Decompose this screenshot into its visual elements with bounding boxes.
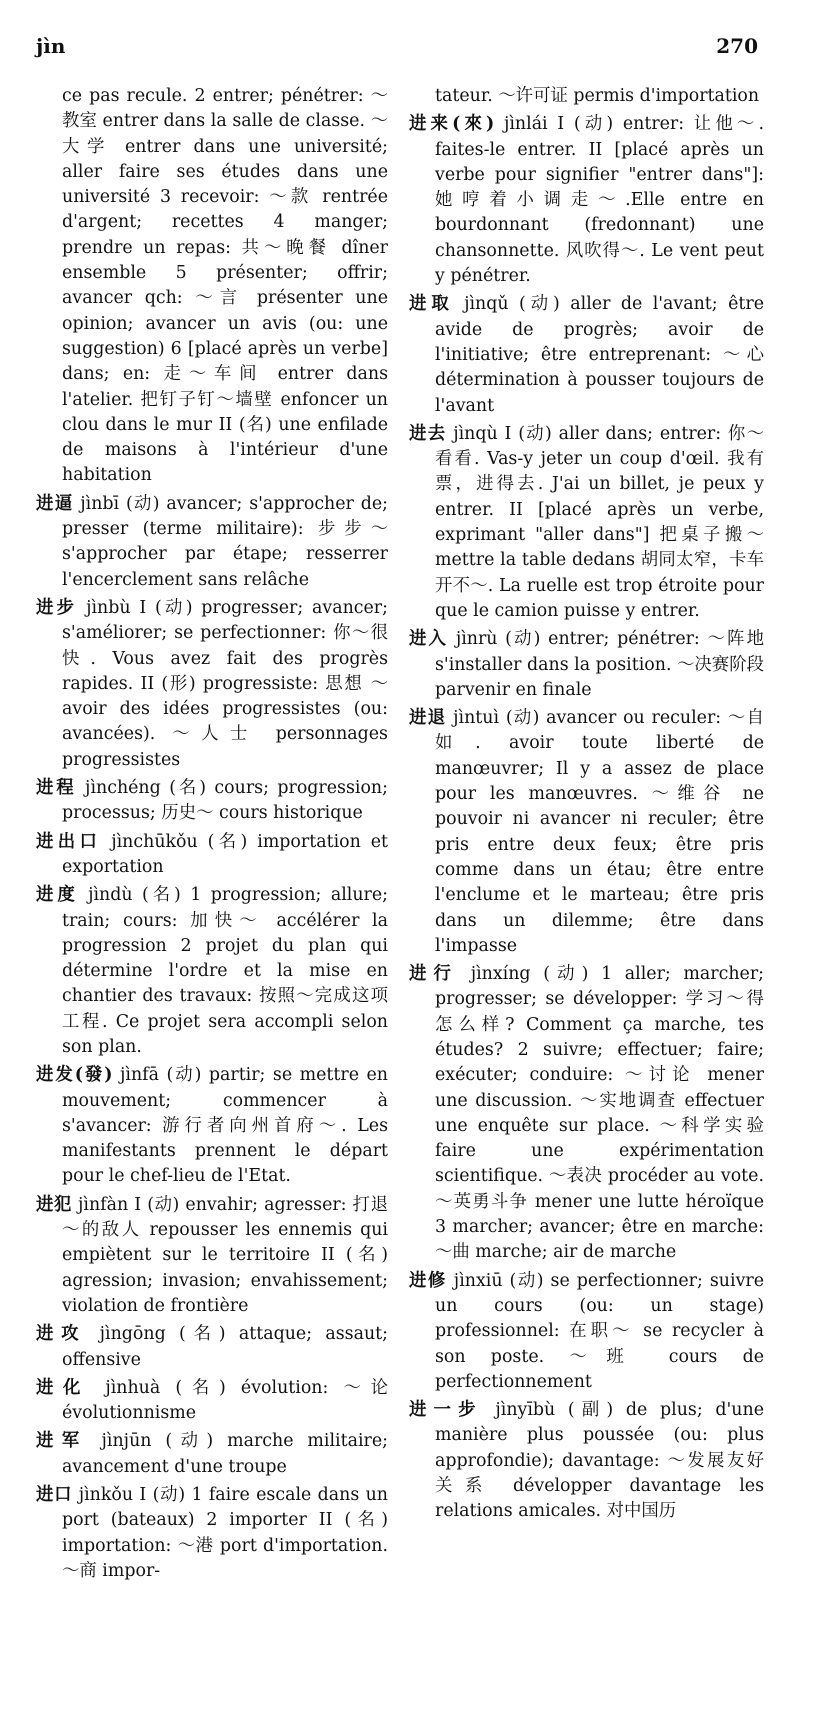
dictionary-entry bbox=[409, 962, 764, 1266]
entry-definition: jìnchéng (名) cours; progression; processus; 历史～ cours historique bbox=[62, 778, 388, 824]
entry-definition: jìndù (名) 1 progression; allure; train; cours: 加快～ accélérer la progression 2 projet du plan qui détermine l'ordre et la mise en chantier des travaux: 按照～完成这项工程. Ce projet sera accompli selon son plan. bbox=[62, 885, 388, 1057]
entry-definition: jìnrù (动) entrer; pénétrer: ～阵地 s'installer dans la position. ～决赛阶段 parvenir en finale bbox=[435, 629, 764, 700]
entry-headword: 进步 bbox=[36, 597, 78, 618]
entry-headword: 进去 bbox=[409, 423, 447, 444]
dictionary-entry bbox=[36, 1483, 388, 1584]
dictionary-entry bbox=[409, 1269, 764, 1395]
entry-headword: 进度 bbox=[36, 885, 79, 906]
entry-definition: jìnxíng (动) 1 aller; marcher; progresser; se développer: 学习～得怎么样? Comment ça marche, tes études? 2 suivre; effectuer; faire; exécuter; conduire: ～讨论 mener une discussion. ～实地调查 effectuer une enquête sur place. ～科学实验 faire une expérimentation scientifique. ～表决 procéder au vote. ～英勇斗争 mener une lutte héroïque 3 marcher; avancer; être en marche: ～曲 marche; air de marche bbox=[435, 964, 764, 1263]
entry-definition: jìngōng (名) attaque; assaut; offensive bbox=[62, 1324, 388, 1370]
dictionary-entry bbox=[409, 627, 764, 703]
entry-definition: jìnhuà (名) évolution: ～论 évolutionnisme bbox=[62, 1377, 388, 1424]
dictionary-entry bbox=[409, 706, 764, 959]
entry-headword: 进化 bbox=[36, 1377, 91, 1398]
entry-headword: 进口 bbox=[36, 1485, 73, 1506]
entry-definition: jìnxiū (动) se perfectionner; suivre un cours (ou: un stage) professionnel: 在职～ se recycler à son poste. ～班 cours de perfectionnement bbox=[435, 1270, 764, 1392]
dictionary-entry bbox=[36, 830, 388, 881]
entry-headword: 进程 bbox=[36, 778, 77, 799]
entry-headword: 进入 bbox=[409, 629, 449, 650]
entry-headword: 进军 bbox=[36, 1431, 88, 1452]
dictionary-entry bbox=[36, 1063, 388, 1189]
entry-headword: 进行 bbox=[409, 964, 459, 985]
entry-definition: ce pas recule. 2 entrer; pénétrer: ～教室 entrer dans la salle de classe. ～大学 entrer dans une université; aller faire ses études dans une université 3 recevoir: ～款 rentrée d'argent; recettes 4 manger; prendre un repas: 共～晚餐 dîner ensemble 5 présenter; offrir; avancer qch: ～言 présenter une opinion; avancer un avis (ou: une suggestion) 6 [placé après un verbe] dans; en: 走～车间 entrer dans l'atelier. 把钉子钉～墙壁 enfoncer un clou dans le mur II (名) une enfilade de maisons à l'intérieur d'une habitation bbox=[62, 86, 388, 486]
dictionary-entry bbox=[36, 1193, 388, 1319]
entry-headword: 进发(發) bbox=[36, 1065, 113, 1086]
entry-definition: jìnqù I (动) aller dans; entrer: 你～看看. Vas-y jeter un coup d'œil. 我有票，进得去. J'ai un billet, je peux y entrer. II [placé après un verbe, exprimant "aller dans"] 把桌子搬～ mettre la table dedans 胡同太窄，卡车开不～. La ruelle est trop étroite pour que le camion puisse y entrer. bbox=[435, 423, 764, 621]
dictionary-entry bbox=[36, 492, 388, 593]
entry-definition: jìnkǒu I (动) 1 faire escale dans un port (bateaux) 2 importer II (名) importation: ～港 port d'importation. ～商 impor- bbox=[62, 1485, 388, 1581]
dictionary-entry bbox=[409, 84, 764, 109]
entry-definition: tateur. ～许可证 permis d'importation bbox=[435, 86, 760, 106]
dictionary-entry bbox=[36, 596, 388, 773]
dictionary-entry bbox=[409, 112, 764, 289]
page-number: 270 bbox=[716, 34, 758, 58]
entry-headword: 进逼 bbox=[36, 493, 74, 514]
dictionary-entry bbox=[36, 1322, 388, 1373]
dictionary-entry bbox=[36, 776, 388, 827]
entry-definition: jìnlái I (动) entrer: 让他～. faites-le entrer. II [placé après un verbe pour signifier "entrer dans"]: 她哼着小调走～.Elle entre en bourdonnant (fredonnant) une chansonnette. 风吹得～. Le vent peut y pénétrer. bbox=[435, 114, 764, 287]
entry-definition: jìnyībù (副) de plus; d'une manière plus poussée (ou: plus approfondie); davantage: ～发展友好关系 développer davantage les relations amicales. 对中国历 bbox=[435, 1400, 764, 1522]
guide-word: jìn bbox=[36, 34, 66, 58]
entry-headword: 进退 bbox=[409, 708, 447, 729]
entry-headword: 进一步 bbox=[409, 1400, 483, 1421]
dictionary-entry bbox=[36, 883, 388, 1060]
left-column bbox=[36, 84, 388, 1587]
entry-headword: 进出口 bbox=[36, 831, 102, 852]
entry-headword: 进修 bbox=[409, 1270, 447, 1291]
entry-definition: jìnfàn I (动) envahir; agresser: 打退～的敌人 repousser les ennemis qui empiètent sur le territoire II (名) agression; invasion; envahissement; violation de frontière bbox=[62, 1194, 388, 1316]
entry-headword: 进攻 bbox=[36, 1324, 87, 1345]
right-column bbox=[409, 84, 764, 1528]
dictionary-entry bbox=[409, 292, 764, 418]
entry-definition: jìnjūn (动) marche militaire; avancement d'une troupe bbox=[62, 1431, 388, 1477]
dictionary-entry bbox=[36, 1376, 388, 1427]
entry-definition: jìnqǔ (动) aller de l'avant; être avide de progrès; avoir de l'initiative; être entreprenant: ～心 détermination à pousser toujours de l'avant bbox=[435, 294, 764, 416]
dictionary-entry bbox=[409, 1398, 764, 1524]
entry-headword: 进来(來) bbox=[409, 114, 495, 135]
entry-definition: jìntuì (动) avancer ou reculer: ～自如. avoir toute liberté de manœuvrer; Il y a assez de place pour les manœuvres. ～维谷 ne pouvoir ni avancer ni reculer; être pris entre deux feux; être pris comme dans un étau; être entre l'enclume et le marteau; être pris dans un dilemme; être dans l'impasse bbox=[435, 708, 764, 956]
entry-definition: jìnbī (动) avancer; s'approcher de; presser (terme militaire): 步步～ s'approcher par étape; resserrer l'encerclement sans relâche bbox=[62, 493, 388, 590]
dictionary-entry bbox=[409, 422, 764, 624]
dictionary-entry bbox=[36, 1429, 388, 1480]
entry-definition: jìnchūkǒu (名) importation et exportation bbox=[62, 831, 388, 877]
entry-definition: jìnfā (动) partir; se mettre en mouvement; commencer à s'avancer: 游行者向州首府～. Les manifestants prennent le départ pour le chef-lieu de l'Etat. bbox=[62, 1065, 388, 1187]
entry-headword: 进取 bbox=[409, 294, 454, 315]
dictionary-entry bbox=[36, 84, 388, 489]
entry-definition: jìnbù I (动) progresser; avancer; s'améliorer; se perfectionner: 你～很快. Vous avez fait des progrès rapides. II (形) progressiste: 思想 ～ avoir des idées progressistes (ou: avancées). ～人士 personnages progressistes bbox=[62, 597, 388, 770]
entry-headword: 进犯 bbox=[36, 1194, 72, 1215]
